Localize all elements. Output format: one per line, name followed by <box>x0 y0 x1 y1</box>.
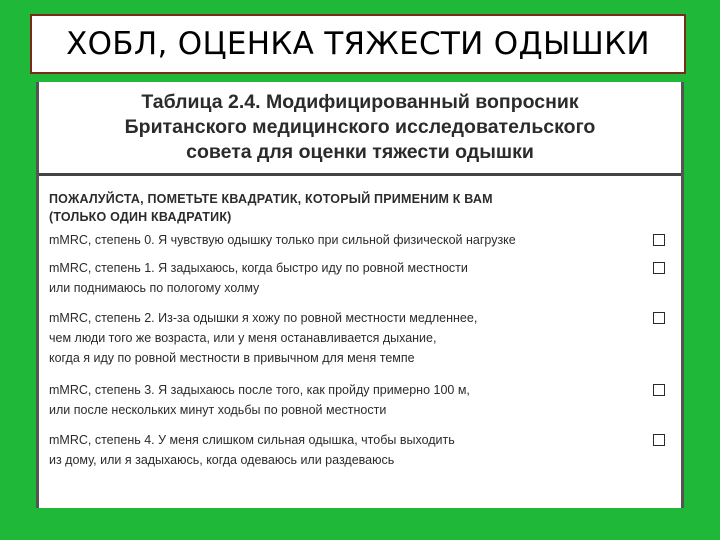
slide-title-box <box>30 14 686 74</box>
item-text: из дому, или я задыхаюсь, когда одеваюсь или раздеваюсь <box>49 453 395 467</box>
mmrc-item-2 <box>49 308 671 368</box>
checkbox-4[interactable] <box>653 434 665 446</box>
item-text: mMRC, степень 4. У меня слишком сильная одышка, чтобы выходить <box>49 433 455 447</box>
checkbox-1[interactable] <box>653 262 665 274</box>
item-text: mMRC, степень 0. Я чувствую одышку только при сильной физической нагрузке <box>49 233 516 247</box>
mmrc-item-3 <box>49 380 671 420</box>
item-text: когда я иду по ровной местности в привычном для меня темпе <box>49 351 415 365</box>
item-text: или поднимаюсь по пологому холму <box>49 281 260 295</box>
checkbox-0[interactable] <box>653 234 665 246</box>
slide-title: ХОБЛ, ОЦЕНКА ТЯЖЕСТИ ОДЫШКИ <box>66 26 650 62</box>
item-text: mMRC, степень 1. Я задыхаюсь, когда быстро иду по ровной местности <box>49 261 468 275</box>
mmrc-table <box>36 82 684 508</box>
instruction-line: ПОЖАЛУЙСТА, ПОМЕТЬТЕ КВАДРАТИК, КОТОРЫЙ ПРИМЕНИМ К ВАМ <box>49 192 493 206</box>
item-text: mMRC, степень 2. Из-за одышки я хожу по ровной местности медленнее, <box>49 311 478 325</box>
checkbox-2[interactable] <box>653 312 665 324</box>
mmrc-item-0 <box>49 230 671 250</box>
item-text: или после нескольких минут ходьбы по ровной местности <box>49 403 387 417</box>
instruction-line: (ТОЛЬКО ОДИН КВАДРАТИК) <box>49 210 232 224</box>
checkbox-3[interactable] <box>653 384 665 396</box>
item-text: чем люди того же возраста, или у меня останавливается дыхание, <box>49 331 437 345</box>
caption-line: Таблица 2.4. Модифицированный вопросник <box>141 91 579 113</box>
caption-line: Британского медицинского исследовательского <box>124 116 596 138</box>
mmrc-item-4 <box>49 430 671 470</box>
caption-line: совета для оценки тяжести одышки <box>186 141 534 163</box>
mmrc-item-1 <box>49 258 671 298</box>
instruction-text <box>49 190 681 226</box>
table-caption <box>39 82 681 176</box>
item-text: mMRC, степень 3. Я задыхаюсь после того, как пройду примерно 100 м, <box>49 383 470 397</box>
